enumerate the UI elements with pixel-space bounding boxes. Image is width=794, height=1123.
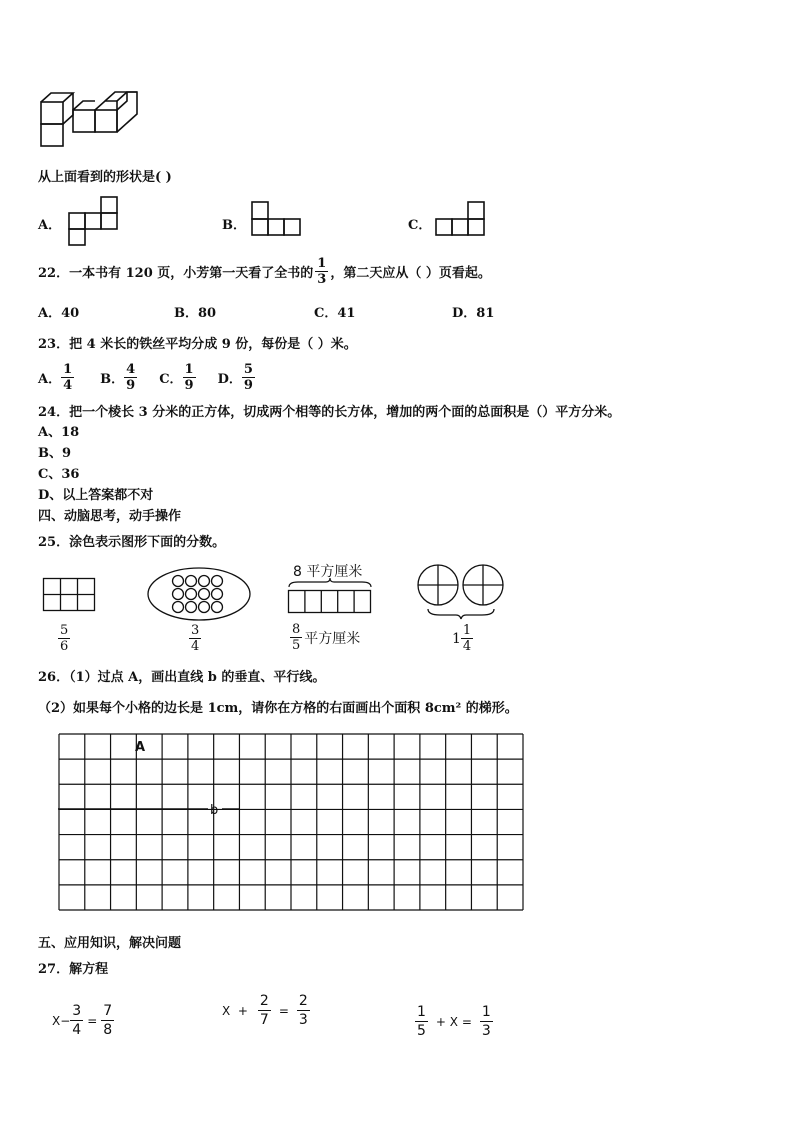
q22-text-after: ，第二天应从（ ）页看起。 bbox=[330, 266, 491, 281]
eq1-f2-den: 8 bbox=[103, 1022, 113, 1038]
q23-option-d-frac bbox=[242, 362, 255, 393]
square-grid[interactable] bbox=[58, 733, 524, 913]
q21-prompt: 从上面看到的形状是( ) bbox=[38, 170, 172, 185]
q21-option-c-label[interactable]: C． bbox=[408, 218, 432, 233]
eq3-f2-num: 1 bbox=[481, 1004, 491, 1020]
point-a-label: A bbox=[135, 740, 146, 755]
q22-fraction bbox=[315, 256, 328, 287]
q25-fig4-whole: 1 bbox=[452, 630, 461, 647]
q22-frac-num: 1 bbox=[317, 256, 327, 271]
q23-b-num: 4 bbox=[126, 362, 136, 377]
q25-fig3-unit: 平方厘米 bbox=[304, 630, 361, 647]
eq1-f1-den: 4 bbox=[72, 1022, 82, 1038]
q25-fig3-fraction-group bbox=[290, 622, 360, 653]
q23-option-d-letter[interactable]: D． bbox=[217, 372, 242, 387]
q24-option-c[interactable]: C、36 bbox=[38, 467, 80, 482]
q22-option-c[interactable]: C．41 bbox=[314, 306, 356, 321]
q22-option-d[interactable]: D．81 bbox=[452, 306, 495, 321]
eq3-frac2 bbox=[480, 1003, 493, 1040]
section-5-heading: 五、应用知识，解决问题 bbox=[38, 936, 182, 951]
q23-c-den: 9 bbox=[184, 378, 194, 393]
q23-question: 23．把 4 米长的铁丝平均分成 9 份，每份是（ ）米。 bbox=[38, 337, 357, 352]
q27-equation-1 bbox=[52, 1002, 114, 1039]
q25-fig1-den: 6 bbox=[60, 639, 69, 654]
eq2-lhs: X + bbox=[222, 1003, 248, 1018]
q25-fig2-num: 3 bbox=[191, 623, 200, 638]
q25-question: 25．涂色表示图形下面的分数。 bbox=[38, 535, 226, 550]
eq2-equals: = bbox=[278, 1003, 289, 1018]
q24-option-d[interactable]: D、以上答案都不对 bbox=[38, 488, 154, 503]
q25-fig3-brace bbox=[288, 578, 372, 588]
q22-option-b[interactable]: B．80 bbox=[174, 306, 217, 321]
q23-d-den: 9 bbox=[243, 378, 253, 393]
eq1-lhs: X− bbox=[52, 1013, 71, 1028]
q25-fig1-num: 5 bbox=[60, 623, 69, 638]
q25-fig4-den: 4 bbox=[462, 639, 472, 654]
eq1-f2-num: 7 bbox=[103, 1003, 113, 1019]
q23-d-num: 5 bbox=[243, 362, 253, 377]
q25-fig4-num: 1 bbox=[462, 623, 472, 638]
q24-option-b[interactable]: B、9 bbox=[38, 446, 72, 461]
q27-equation-3 bbox=[415, 1003, 493, 1040]
eq3-f1-den: 5 bbox=[417, 1023, 426, 1039]
eq3-frac1 bbox=[415, 1003, 428, 1040]
eq3-f1-num: 1 bbox=[417, 1004, 426, 1020]
line-b-label: b bbox=[210, 803, 219, 818]
q21-option-a-label[interactable]: A． bbox=[38, 218, 62, 233]
q23-c-num: 1 bbox=[184, 362, 194, 377]
q25-fig3-label: 8 平方厘米 bbox=[293, 564, 363, 580]
q25-fig1-fraction bbox=[58, 623, 70, 654]
q25-rect-grid bbox=[43, 578, 95, 612]
q23-options bbox=[38, 362, 255, 393]
q25-fig4-fraction bbox=[461, 623, 473, 654]
eq2-frac1 bbox=[258, 992, 271, 1029]
q23-option-a-letter[interactable]: A． bbox=[38, 372, 62, 387]
q22-text-before: 22．一本书有 120 页，小芳第一天看了全书的 bbox=[38, 266, 314, 281]
q21-option-a-shape bbox=[68, 196, 120, 246]
cube-stack-figure bbox=[38, 88, 148, 150]
q23-option-a-frac bbox=[61, 362, 74, 393]
q25-fig2-den: 4 bbox=[191, 639, 200, 654]
eq1-f1-num: 3 bbox=[72, 1003, 82, 1019]
q21-option-b-shape bbox=[251, 201, 301, 237]
q24-question: 24．把一个棱长 3 分米的正方体，切成两个相等的长方体，增加的两个面的总面积是（）平方分米。 bbox=[38, 405, 621, 420]
q25-fig3-num: 8 bbox=[292, 622, 301, 637]
eq1-equals: = bbox=[87, 1013, 98, 1028]
eq2-f1-den: 7 bbox=[259, 1012, 269, 1028]
q24-option-a[interactable]: A、18 bbox=[38, 425, 80, 440]
q26-part2: （2）如果每个小格的边长是 1cm，请你在方格的右面画出个面积 8cm² 的梯形。 bbox=[38, 701, 518, 716]
eq2-f1-num: 2 bbox=[259, 993, 269, 1009]
eq1-frac2 bbox=[101, 1002, 114, 1039]
q25-fig3-fraction bbox=[290, 622, 302, 653]
q25-two-circles bbox=[416, 563, 508, 621]
eq3-mid: + X = bbox=[435, 1014, 472, 1029]
q23-a-den: 4 bbox=[63, 378, 73, 393]
q23-option-b-letter[interactable]: B． bbox=[100, 372, 125, 387]
q22-frac-den: 3 bbox=[317, 272, 327, 287]
q27-equation-2 bbox=[222, 992, 310, 1029]
eq3-f2-den: 3 bbox=[481, 1023, 491, 1039]
q23-a-num: 1 bbox=[63, 362, 73, 377]
q22-option-a[interactable]: A．40 bbox=[38, 306, 80, 321]
q26-part1: 26．（1）过点 A，画出直线 b 的垂直、平行线。 bbox=[38, 670, 326, 685]
q23-option-b-frac bbox=[124, 362, 137, 393]
q21-option-c-shape bbox=[435, 201, 487, 237]
section-4-heading: 四、动脑思考，动手操作 bbox=[38, 509, 182, 524]
eq2-frac2 bbox=[297, 992, 310, 1029]
q25-fig3-bar bbox=[288, 590, 372, 614]
q27-heading: 27．解方程 bbox=[38, 962, 109, 977]
q22-question bbox=[38, 256, 491, 287]
q25-ellipse-circles bbox=[147, 566, 251, 622]
q21-option-b-label[interactable]: B． bbox=[222, 218, 246, 233]
q23-option-c-letter[interactable]: C． bbox=[159, 372, 183, 387]
q25-fig2-fraction bbox=[189, 623, 201, 654]
q23-option-c-frac bbox=[183, 362, 196, 393]
q23-b-den: 9 bbox=[126, 378, 136, 393]
eq2-f2-num: 2 bbox=[298, 993, 308, 1009]
eq2-f2-den: 3 bbox=[298, 1012, 308, 1028]
eq1-frac1 bbox=[70, 1002, 83, 1039]
q25-fig4-mixed bbox=[452, 623, 473, 654]
q25-fig3-den: 5 bbox=[292, 638, 301, 653]
